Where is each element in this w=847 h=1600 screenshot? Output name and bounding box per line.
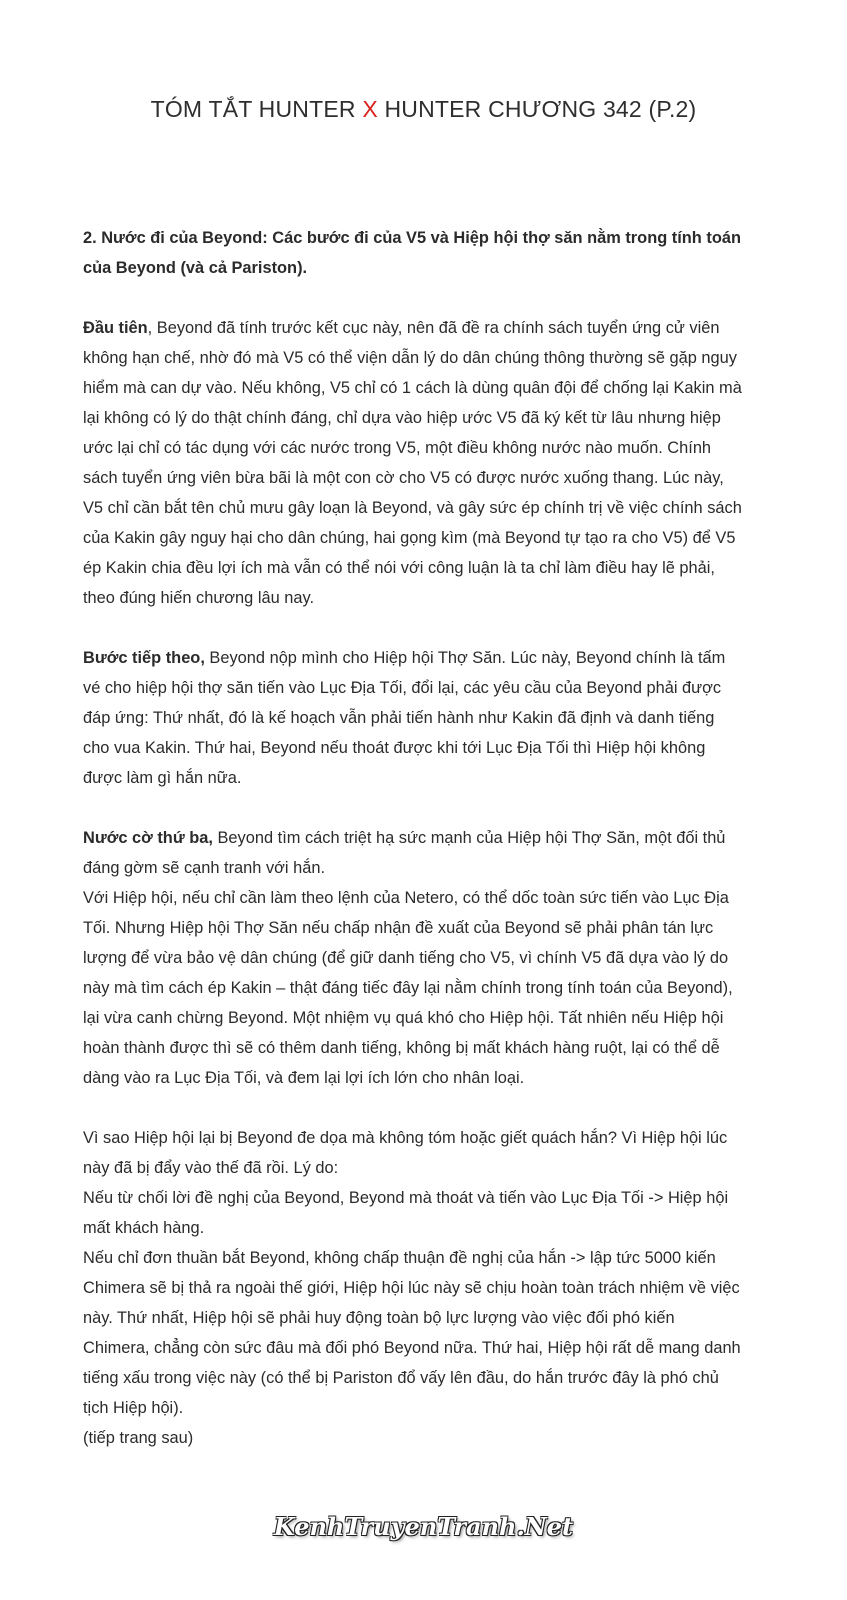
title-part-2: HUNTER CHƯƠNG 342 (P.2)	[377, 96, 697, 122]
paragraph-reason-2: Nếu chỉ đơn thuần bắt Beyond, không chấp thuận đề nghị của hắn -> lập tức 5000 kiến Chimera sẽ bị thả ra ngoài thế giới, Hiệp hội lúc này sẽ chịu hoàn toàn trách nhiệm về việc này. Thứ nhất, Hiệp hội sẽ phải huy động toàn bộ lực lượng vào việc đối phó kiến Chimera, chẳng còn sức đâu mà đối phó Beyond nữa. Thứ hai, Hiệp hội rất dễ mang danh tiếng xấu trong việc này (có thể bị Pariston đổ vấy lên đầu, do hắn trước đây là phó chủ tịch Hiệp hội).	[83, 1249, 741, 1417]
paragraph-spacer	[83, 1093, 745, 1123]
paragraph-spacer	[83, 283, 745, 313]
section-heading: 2. Nước đi của Beyond: Các bước đi của V5 và Hiệp hội thợ săn nằm trong tính toán của Beyond (và cả Pariston).	[83, 229, 741, 277]
continued-note: (tiếp trang sau)	[83, 1429, 194, 1447]
paragraph-text: , Beyond đã tính trước kết cục này, nên đã đề ra chính sách tuyển ứng cử viên không hạn chế, nhờ đó mà V5 có thể viện dẫn lý do dân chúng thông thường sẽ gặp nguy hiểm mà can dự vào. Nếu không, V5 chỉ có 1 cách là dùng quân đội để chống lại Kakin mà lại không có lý do thật chính đáng, chỉ dựa vào hiệp ước V5 đã ký kết từ lâu nhưng hiệp ước lại chỉ có tác dụng với các nước trong V5, một điều không nước nào muốn. Chính sách tuyển ứng viên bừa bãi là một con cờ cho V5 có được nước xuống thang. Lúc này, V5 chỉ cần bắt tên chủ mưu gây loạn là Beyond, và gây sức ép chính trị về việc chính sách của Kakin gây nguy hại cho dân chúng, hai gọng kìm (mà Beyond tự tạo ra cho V5) để V5 ép Kakin chia đều lợi ích mà vẫn có thể nói với công luận là ta chỉ làm điều hay lẽ phải, theo đúng hiến chương lâu nay.	[83, 319, 742, 607]
paragraph-lead: Bước tiếp theo,	[83, 649, 205, 667]
paragraph-next-step	[83, 643, 745, 793]
paragraph-reason-1: Nếu từ chối lời đề nghị của Beyond, Beyond mà thoát và tiến vào Lục Địa Tối -> Hiệp hội mất khách hàng.	[83, 1189, 729, 1237]
title-part-1: TÓM TẮT HUNTER	[150, 96, 363, 122]
paragraph-text: Beyond nộp mình cho Hiệp hội Thợ Săn. Lúc này, Beyond chính là tấm vé cho hiệp hội thợ săn tiến vào Lục Địa Tối, đổi lại, các yêu cầu của Beyond phải được đáp ứng: Thứ nhất, đó là kế hoạch vẫn phải tiến hành như Kakin đã định và danh tiếng cho vua Kakin. Thứ hai, Beyond nếu thoát được khi tới Lục Địa Tối thì Hiệp hội không được làm gì hắn nữa.	[83, 649, 726, 787]
paragraph-lead: Nước cờ thứ ba,	[83, 829, 213, 847]
title-x-accent: X	[362, 96, 378, 122]
paragraph-lead: Đầu tiên	[83, 319, 148, 337]
paragraph-third-move-continuation: Với Hiệp hội, nếu chỉ cần làm theo lệnh của Netero, có thể dốc toàn sức tiến vào Lục Địa Tối. Nhưng Hiệp hội Thợ Săn nếu chấp nhận đề xuất của Beyond sẽ phải phân tán lực lượng để vừa bảo vệ dân chúng (để giữ danh tiếng cho V5, vì chính V5 đã dựa vào lý do này mà tìm cách ép Kakin – thật đáng tiếc đây lại nằm chính trong tính toán của Beyond), lại vừa canh chừng Beyond. Một nhiệm vụ quá khó cho Hiệp hội. Tất nhiên nếu Hiệp hội hoàn thành được thì sẽ có thêm danh tiếng, không bị mất khách hàng ruột, lại có thể dễ dàng vào ra Lục Địa Tối, và đem lại lợi ích lớn cho nhân loại.	[83, 889, 733, 1087]
paragraph-text: Beyond tìm cách triệt hạ sức mạnh của Hiệp hội Thợ Săn, một đối thủ đáng gờm sẽ cạnh tranh với hắn.	[83, 829, 726, 877]
paragraph-first-step	[83, 313, 745, 613]
page-title	[0, 92, 847, 126]
paragraph-why-question: Vì sao Hiệp hội lại bị Beyond đe dọa mà không tóm hoặc giết quách hắn? Vì Hiệp hội lúc này đã bị đẩy vào thế đã rồi. Lý do:	[83, 1129, 728, 1177]
paragraph-spacer	[83, 613, 745, 643]
article-body	[83, 223, 745, 1453]
site-watermark: KenhTruyenTranh.Net	[273, 1512, 574, 1541]
paragraph-spacer	[83, 793, 745, 823]
paragraph-third-move	[83, 823, 745, 883]
